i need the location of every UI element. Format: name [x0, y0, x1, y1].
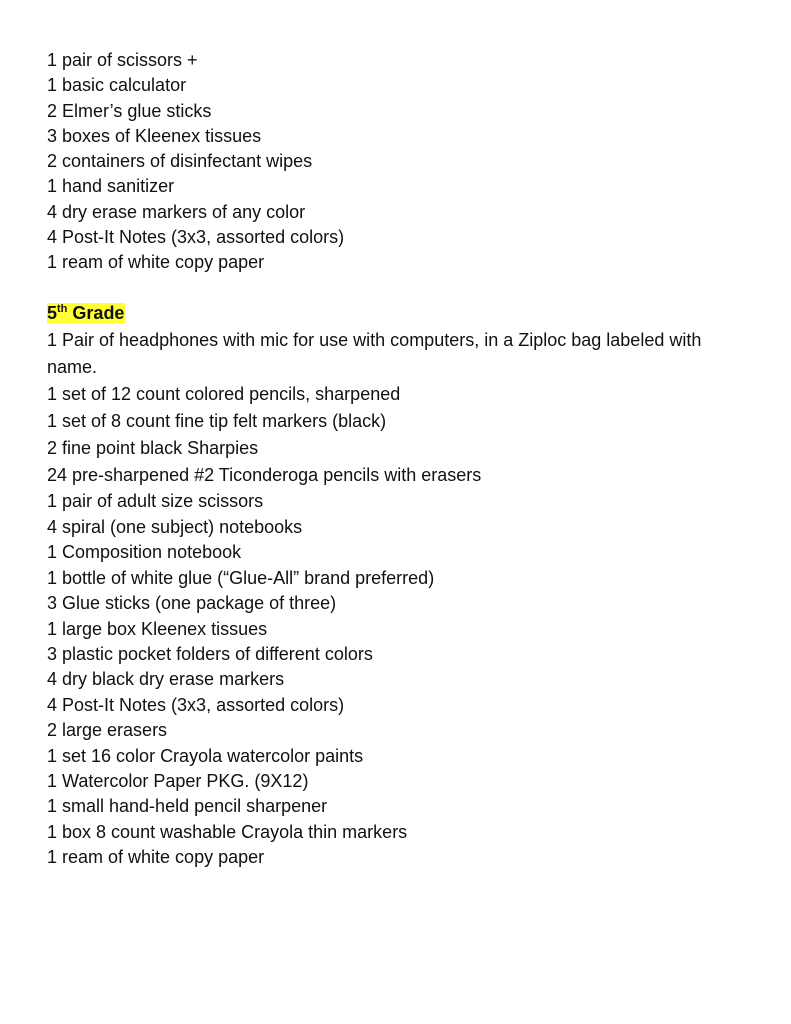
list-item: 24 pre-sharpened #2 Ticonderoga pencils with erasers: [47, 465, 482, 486]
list-item: 4 spiral (one subject) notebooks: [47, 516, 303, 537]
list-item: 1 box 8 count washable Crayola thin markers: [47, 821, 408, 842]
list-item: 2 fine point black Sharpies: [47, 438, 259, 459]
list-item: 4 dry erase markers of any color: [47, 201, 306, 222]
list-item: 1 Pair of headphones with mic for use with computers, in a Ziploc bag labeled with name.: [47, 329, 702, 377]
list-item: 1 hand sanitizer: [47, 176, 175, 197]
heading-number: 5: [47, 302, 58, 323]
list-item: 1 bottle of white glue (“Glue-All” brand preferred): [47, 567, 435, 588]
list-item: 4 Post-It Notes (3x3, assorted colors): [47, 694, 345, 715]
list-item: 3 Glue sticks (one package of three): [47, 593, 337, 614]
list-item: 1 pair of scissors +: [47, 50, 198, 70]
list-item: 2 containers of disinfectant wipes: [47, 151, 313, 172]
list-item: 4 dry black dry erase markers: [47, 669, 285, 690]
top-supply-list: [47, 48, 767, 276]
fifth-grade-section: [47, 300, 767, 871]
heading-ordinal-suffix: th: [57, 302, 68, 315]
list-item: 1 ream of white copy paper: [47, 252, 265, 273]
list-item: 1 large box Kleenex tissues: [47, 618, 268, 639]
fifth-grade-supply-list: [47, 327, 767, 871]
list-item: 1 set of 8 count fine tip felt markers (black): [47, 410, 387, 431]
list-item: 3 plastic pocket folders of different colors: [47, 643, 373, 664]
heading-highlight: [47, 303, 125, 323]
fifth-grade-heading: [47, 300, 767, 326]
heading-word: Grade: [72, 302, 125, 323]
list-item: 1 small hand-held pencil sharpener: [47, 796, 328, 817]
list-item: 4 Post-It Notes (3x3, assorted colors): [47, 227, 345, 248]
list-item: 1 set 16 color Crayola watercolor paints: [47, 745, 364, 766]
list-item: 1 set of 12 count colored pencils, sharpened: [47, 383, 401, 404]
supply-list-page: [47, 48, 767, 871]
list-item: 1 pair of adult size scissors: [47, 491, 264, 512]
list-item: 1 Watercolor Paper PKG. (9X12): [47, 770, 309, 791]
list-item: 3 boxes of Kleenex tissues: [47, 125, 262, 146]
list-item: 2 Elmer’s glue sticks: [47, 100, 212, 121]
list-item: 1 ream of white copy paper: [47, 847, 265, 868]
list-item: 2 large erasers: [47, 720, 168, 741]
list-item: 1 basic calculator: [47, 75, 187, 96]
list-item: 1 Composition notebook: [47, 542, 242, 563]
